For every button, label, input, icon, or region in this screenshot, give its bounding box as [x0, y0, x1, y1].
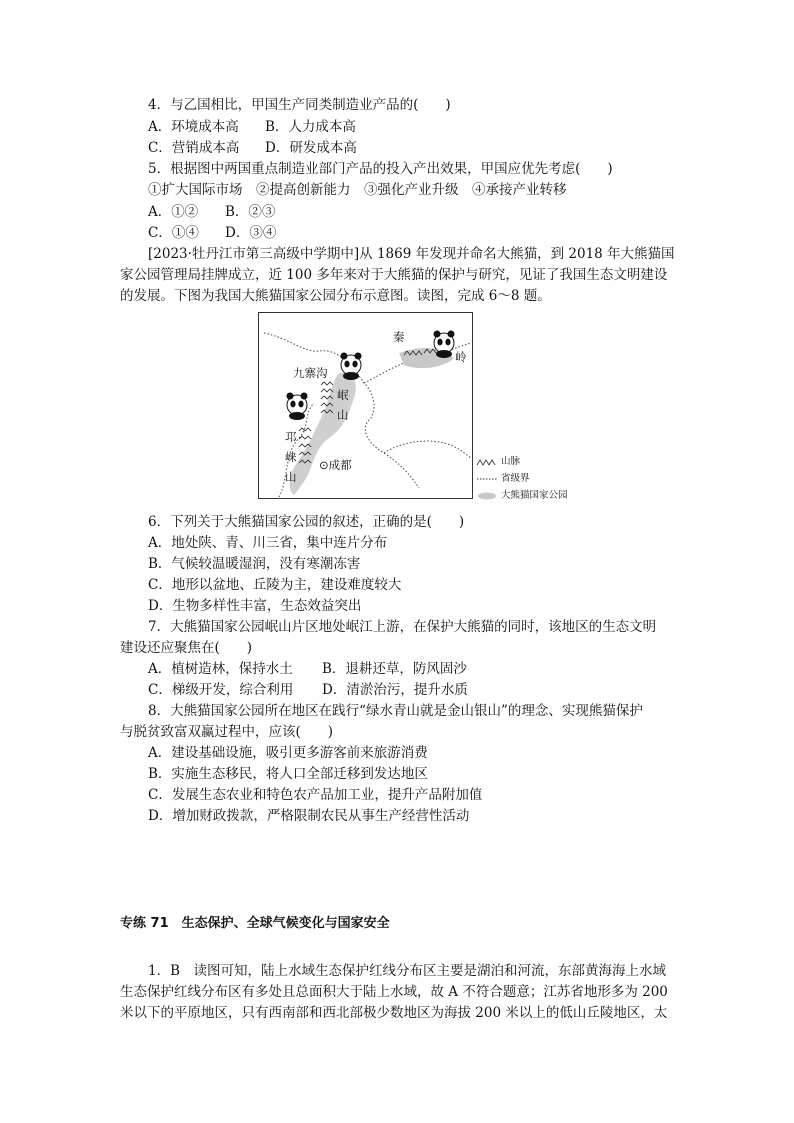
- map-label-jiuzhaigou: 九寨沟: [293, 366, 328, 380]
- map-label-qin: 秦: [393, 330, 405, 344]
- map-legend: [476, 453, 568, 504]
- map-label-lai: 崃: [285, 450, 297, 464]
- answer-line-2: 生态保护红线分布区有多处且总面积大于陆上水域，故 A 不符合题意；江苏省地形多为 200: [120, 984, 668, 1000]
- q7-option-b: B．退耕还草，防风固沙: [322, 661, 467, 677]
- q4-option-b: B．人力成本高: [265, 119, 356, 135]
- map-label-shan-1: 山: [337, 408, 349, 422]
- q5-option-a: A．①②: [148, 204, 199, 220]
- q8-option-a: A．建设基础设施，吸引更多游客前来旅游消费: [148, 745, 428, 761]
- border-line-3: [384, 441, 471, 458]
- legend-border: [476, 470, 568, 487]
- map-label-qiong: 邛: [285, 430, 297, 444]
- map-label-chengdu: ⊙成都: [319, 458, 352, 472]
- panda-park-map: [258, 312, 473, 499]
- q4-option-c: C．营销成本高: [148, 140, 240, 156]
- q7-stem-line-2: 建设还应聚焦在( ): [120, 640, 253, 656]
- passage-line-1: [2023·牡丹江市第三高级中学期中]从 1869 年发现并命名大熊猫，到 2018 年大熊猫国: [148, 246, 675, 262]
- panda-icon-qinling: [434, 331, 455, 359]
- legend-mountain: [476, 453, 568, 470]
- q5-option-c: C．①④: [148, 225, 199, 241]
- q7-stem-line-1: 7．大熊猫国家公园岷山片区地处岷江上游，在保护大熊猫的同时，该地区的生态文明: [148, 619, 657, 635]
- q8-option-c: C．发展生态农业和特色农产品加工业，提升产品附加值: [148, 787, 483, 803]
- map-label-min: 岷: [337, 388, 349, 402]
- q4-option-d: D．研发成本高: [265, 140, 357, 156]
- dotted-line-icon: [476, 475, 498, 483]
- q8-stem-line-1: 8．大熊猫国家公园所在地区在践行“绿水青山就是金山银山”的理念、实现熊猫保护: [148, 703, 643, 719]
- q6-option-c: C．地形以盆地、丘陵为主，建设难度较大: [148, 577, 402, 593]
- q5-option-b: B．②③: [225, 204, 276, 220]
- panda-icon-minshan: [341, 353, 362, 381]
- passage-line-3: 的发展。下图为我国大熊猫国家公园分布示意图。读图，完成 6～8 题。: [120, 288, 551, 304]
- answer-line-1: 1．B 读图可知，陆上水域生态保护红线分布区主要是湖泊和河流，东部黄海海上水域: [148, 963, 667, 979]
- grey-area-icon: [476, 492, 498, 500]
- q4-option-a: A．环境成本高: [148, 119, 239, 135]
- q5-stem: 5．根据图中两国重点制造业部门产品的投入产出效果，甲国应优先考虑( ): [148, 161, 613, 177]
- legend-mountain-label: 山脉: [501, 456, 521, 467]
- q5-option-d: D．③④: [225, 225, 277, 241]
- legend-park: [476, 487, 568, 504]
- q5-items: ①扩大国际市场 ②提高创新能力 ③强化产业升级 ④承接产业转移: [148, 182, 567, 198]
- q4-stem: 4．与乙国相比，甲国生产同类制造业产品的( ): [148, 97, 451, 113]
- q6-option-d: D．生物多样性丰富，生态效益突出: [148, 598, 362, 614]
- legend-park-label: 大熊猫国家公园: [501, 490, 568, 501]
- mountain-range-icon: [476, 458, 498, 466]
- q8-option-d: D．增加财政拨款，严格限制农民从事生产经营性活动: [148, 808, 470, 824]
- passage-line-2: 家公园管理局挂牌成立，近 100 多年来对于大熊猫的保护与研究，见证了我国生态文明建设: [120, 267, 668, 283]
- q6-stem: 6．下列关于大熊猫国家公园的叙述，正确的是( ): [148, 514, 465, 530]
- map-label-shan-2: 山: [285, 470, 297, 484]
- answers-heading: 专练 71 生态保护、全球气候变化与国家安全: [120, 916, 390, 931]
- q7-option-c: C．梯级开发，综合利用: [148, 682, 294, 698]
- panda-icon-qionglai: [287, 393, 308, 421]
- q7-option-a: A．植树造林，保持水土: [148, 661, 293, 677]
- answer-line-3: 米以下的平原地区，只有西南部和西北部极少数地区为海拔 200 米以上的低山丘陵地区，太: [120, 1005, 668, 1021]
- map-label-ling: 岭: [455, 350, 467, 364]
- q6-option-b: B．气候较温暖湿润，没有寒潮冻害: [148, 556, 361, 572]
- q8-stem-line-2: 与脱贫致富双赢过程中，应该( ): [120, 724, 334, 740]
- q6-option-a: A．地处陕、青、川三省，集中连片分布: [148, 535, 388, 551]
- q8-option-b: B．实施生态移民，将人口全部迁移到发达地区: [148, 766, 428, 782]
- legend-border-label: 省级界: [501, 473, 530, 484]
- q7-option-d: D．清淤治污，提升水质: [322, 682, 468, 698]
